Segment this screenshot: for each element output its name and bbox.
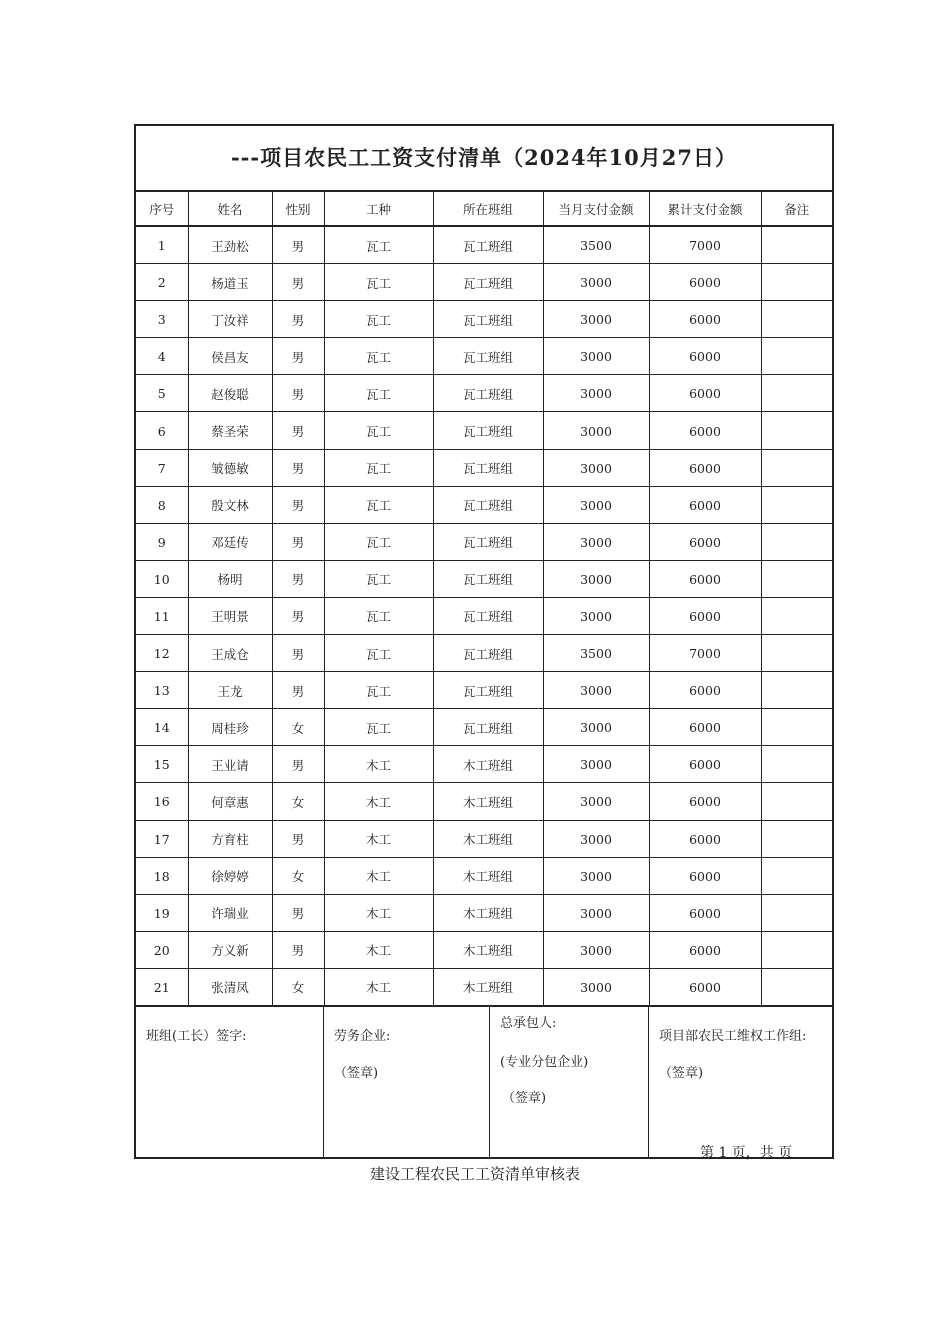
table-cell: [761, 894, 832, 931]
table-cell: [761, 375, 832, 412]
table-row: [136, 412, 832, 449]
table-row: [136, 560, 832, 597]
table-cell: 瓦工班组: [433, 338, 543, 375]
table-cell: 瓦工: [324, 412, 433, 449]
table-cell: 5: [136, 375, 188, 412]
table-cell: 6000: [649, 264, 761, 301]
column-header: 工种: [324, 192, 433, 226]
table-cell: 瓦工班组: [433, 412, 543, 449]
payroll-table: [136, 192, 832, 1007]
table-cell: [761, 264, 832, 301]
table-cell: 木工班组: [433, 820, 543, 857]
table-cell: [761, 857, 832, 894]
table-cell: [761, 226, 832, 264]
table-cell: 王成仓: [188, 635, 272, 672]
table-cell: [761, 968, 832, 1006]
table-cell: 8: [136, 486, 188, 523]
table-cell: [761, 746, 832, 783]
table-cell: 男: [272, 672, 324, 709]
table-cell: 杨明: [188, 560, 272, 597]
rights-group-seal: （签章): [659, 1065, 704, 1081]
table-cell: 木工班组: [433, 894, 543, 931]
table-row: [136, 894, 832, 931]
table-cell: 瓦工: [324, 597, 433, 634]
table-cell: 瓦工: [324, 338, 433, 375]
table-cell: 7: [136, 449, 188, 486]
table-cell: 瓦工: [324, 264, 433, 301]
table-body: [136, 226, 832, 1006]
table-cell: 瓦工班组: [433, 226, 543, 264]
table-cell: 赵俊聪: [188, 375, 272, 412]
table-cell: 男: [272, 820, 324, 857]
table-cell: 木工: [324, 783, 433, 820]
table-cell: 瓦工: [324, 560, 433, 597]
table-cell: 周桂珍: [188, 709, 272, 746]
table-cell: 男: [272, 931, 324, 968]
column-header: 当月支付金额: [543, 192, 649, 226]
table-cell: 3000: [543, 597, 649, 634]
table-cell: 3000: [543, 746, 649, 783]
form-name: 建设工程农民工工资清单审核表: [369, 1165, 580, 1183]
table-row: [136, 486, 832, 523]
table-cell: 男: [272, 635, 324, 672]
table-cell: 瓦工: [324, 449, 433, 486]
table-row: [136, 672, 832, 709]
table-cell: [761, 783, 832, 820]
table-cell: 6000: [649, 375, 761, 412]
table-cell: 3000: [543, 338, 649, 375]
table-cell: 男: [272, 338, 324, 375]
table-cell: 10: [136, 560, 188, 597]
table-cell: 殷文林: [188, 486, 272, 523]
table-row: [136, 449, 832, 486]
table-cell: 丁汝祥: [188, 301, 272, 338]
column-header: 性别: [272, 192, 324, 226]
table-row: [136, 226, 832, 264]
table-cell: 男: [272, 746, 324, 783]
rights-group-label: 项目部农民工维权工作组:: [659, 1028, 807, 1044]
table-row: [136, 264, 832, 301]
table-row: [136, 597, 832, 634]
table-cell: 6000: [649, 560, 761, 597]
table-cell: 王明景: [188, 597, 272, 634]
general-contractor-signature-box: [490, 1007, 649, 1157]
table-cell: 6000: [649, 894, 761, 931]
table-cell: [761, 931, 832, 968]
table-cell: 12: [136, 635, 188, 672]
page-number: 第 1 页，共 页: [700, 1145, 793, 1161]
table-cell: 木工: [324, 820, 433, 857]
table-cell: 瓦工班组: [433, 560, 543, 597]
table-cell: 3000: [543, 264, 649, 301]
table-cell: 瓦工班组: [433, 486, 543, 523]
table-cell: 3500: [543, 226, 649, 264]
table-cell: 木工班组: [433, 857, 543, 894]
table-cell: 3000: [543, 486, 649, 523]
table-cell: 木工班组: [433, 931, 543, 968]
table-cell: 木工: [324, 857, 433, 894]
table-cell: 瓦工班组: [433, 301, 543, 338]
table-cell: 木工: [324, 894, 433, 931]
table-cell: 王业请: [188, 746, 272, 783]
table-cell: 瓦工: [324, 226, 433, 264]
column-header: 姓名: [188, 192, 272, 226]
table-cell: 何章惠: [188, 783, 272, 820]
table-cell: 3000: [543, 375, 649, 412]
column-header: 序号: [136, 192, 188, 226]
labor-company-signature-box: [324, 1007, 490, 1157]
payroll-sheet: [134, 124, 834, 1159]
table-cell: 3000: [543, 560, 649, 597]
table-cell: 4: [136, 338, 188, 375]
table-cell: 3500: [543, 635, 649, 672]
table-cell: 皱德敏: [188, 449, 272, 486]
column-header: 累计支付金额: [649, 192, 761, 226]
table-cell: 2: [136, 264, 188, 301]
table-row: [136, 968, 832, 1006]
general-contractor-label: 总承包人:: [500, 1015, 557, 1031]
table-cell: 男: [272, 486, 324, 523]
table-cell: [761, 449, 832, 486]
table-cell: 瓦工班组: [433, 523, 543, 560]
table-row: [136, 375, 832, 412]
table-row: [136, 783, 832, 820]
table-cell: 木工: [324, 931, 433, 968]
table-cell: 木工: [324, 968, 433, 1006]
table-cell: 6000: [649, 301, 761, 338]
table-cell: 瓦工: [324, 486, 433, 523]
table-cell: 徐婷婷: [188, 857, 272, 894]
table-cell: 6000: [649, 523, 761, 560]
table-cell: [761, 597, 832, 634]
subcontractor-label: (专业分包企业): [500, 1054, 589, 1070]
table-cell: 瓦工: [324, 672, 433, 709]
table-cell: 21: [136, 968, 188, 1006]
document-title: ---项目农民工工资支付清单（2024年10月27日）: [136, 126, 832, 192]
table-cell: 11: [136, 597, 188, 634]
table-cell: 男: [272, 449, 324, 486]
table-cell: 3000: [543, 968, 649, 1006]
table-row: [136, 523, 832, 560]
table-cell: 瓦工班组: [433, 597, 543, 634]
table-cell: 瓦工班组: [433, 449, 543, 486]
general-contractor-seal: （签章): [502, 1090, 547, 1106]
table-cell: 瓦工班组: [433, 375, 543, 412]
table-cell: 6000: [649, 820, 761, 857]
table-cell: 王劲松: [188, 226, 272, 264]
table-cell: [761, 301, 832, 338]
table-cell: [761, 338, 832, 375]
table-cell: 方育柱: [188, 820, 272, 857]
table-cell: 女: [272, 857, 324, 894]
table-cell: 19: [136, 894, 188, 931]
table-cell: 瓦工班组: [433, 709, 543, 746]
table-cell: 6000: [649, 449, 761, 486]
table-cell: 7000: [649, 635, 761, 672]
table-cell: [761, 820, 832, 857]
table-cell: [761, 560, 832, 597]
table-cell: 男: [272, 264, 324, 301]
table-cell: 3000: [543, 709, 649, 746]
table-cell: 男: [272, 301, 324, 338]
table-cell: 木工: [324, 746, 433, 783]
table-cell: 3000: [543, 931, 649, 968]
table-cell: 6000: [649, 746, 761, 783]
table-cell: 男: [272, 560, 324, 597]
table-cell: 3000: [543, 783, 649, 820]
table-cell: 3000: [543, 894, 649, 931]
table-cell: 蔡圣荣: [188, 412, 272, 449]
table-cell: 杨道玉: [188, 264, 272, 301]
column-header: 备注: [761, 192, 832, 226]
table-cell: 男: [272, 375, 324, 412]
labor-company-label: 劳务企业:: [334, 1028, 391, 1044]
table-cell: [761, 672, 832, 709]
table-row: [136, 635, 832, 672]
table-cell: 20: [136, 931, 188, 968]
table-row: [136, 301, 832, 338]
table-cell: 瓦工: [324, 709, 433, 746]
table-row: [136, 820, 832, 857]
table-cell: 王龙: [188, 672, 272, 709]
table-row: [136, 931, 832, 968]
table-cell: 18: [136, 857, 188, 894]
table-cell: [761, 635, 832, 672]
table-cell: 6000: [649, 783, 761, 820]
table-cell: 女: [272, 783, 324, 820]
table-cell: 瓦工: [324, 635, 433, 672]
table-cell: 木工班组: [433, 783, 543, 820]
table-cell: 3000: [543, 523, 649, 560]
table-cell: 3: [136, 301, 188, 338]
table-cell: 6000: [649, 857, 761, 894]
table-cell: 男: [272, 523, 324, 560]
table-cell: [761, 523, 832, 560]
column-header: 所在班组: [433, 192, 543, 226]
labor-company-seal: （签章): [334, 1065, 379, 1081]
table-cell: 3000: [543, 449, 649, 486]
table-cell: 男: [272, 894, 324, 931]
team-leader-label: 班组(工长）签字:: [146, 1028, 247, 1044]
table-cell: 男: [272, 412, 324, 449]
table-cell: 17: [136, 820, 188, 857]
table-cell: 3000: [543, 672, 649, 709]
table-row: [136, 857, 832, 894]
rights-group-signature-box: [649, 1007, 832, 1157]
table-cell: 3000: [543, 857, 649, 894]
table-header-row: [136, 192, 832, 226]
table-cell: 16: [136, 783, 188, 820]
table-cell: 女: [272, 968, 324, 1006]
table-cell: [761, 412, 832, 449]
table-cell: 6: [136, 412, 188, 449]
table-cell: 3000: [543, 820, 649, 857]
table-cell: 1: [136, 226, 188, 264]
table-cell: 6000: [649, 486, 761, 523]
table-cell: 14: [136, 709, 188, 746]
table-cell: 瓦工班组: [433, 635, 543, 672]
table-cell: 15: [136, 746, 188, 783]
table-row: [136, 746, 832, 783]
table-cell: 7000: [649, 226, 761, 264]
table-cell: 6000: [649, 672, 761, 709]
table-cell: 瓦工: [324, 375, 433, 412]
signature-section: [136, 1007, 832, 1157]
table-cell: 瓦工: [324, 301, 433, 338]
table-row: [136, 709, 832, 746]
table-cell: 瓦工班组: [433, 672, 543, 709]
table-cell: 张清凤: [188, 968, 272, 1006]
table-cell: 3000: [543, 301, 649, 338]
table-cell: 6000: [649, 968, 761, 1006]
table-cell: 男: [272, 597, 324, 634]
table-cell: 瓦工: [324, 523, 433, 560]
table-cell: 6000: [649, 338, 761, 375]
table-cell: 6000: [649, 709, 761, 746]
table-cell: 6000: [649, 412, 761, 449]
table-cell: 9: [136, 523, 188, 560]
table-cell: [761, 709, 832, 746]
table-cell: 方义新: [188, 931, 272, 968]
table-cell: 6000: [649, 931, 761, 968]
table-cell: [761, 486, 832, 523]
table-cell: 木工班组: [433, 968, 543, 1006]
team-leader-signature-box: [136, 1007, 324, 1157]
table-cell: 邓廷传: [188, 523, 272, 560]
table-cell: 女: [272, 709, 324, 746]
table-cell: 侯昌友: [188, 338, 272, 375]
table-cell: 瓦工班组: [433, 264, 543, 301]
table-cell: 男: [272, 226, 324, 264]
table-cell: 木工班组: [433, 746, 543, 783]
table-cell: 3000: [543, 412, 649, 449]
table-cell: 许瑞业: [188, 894, 272, 931]
table-cell: 13: [136, 672, 188, 709]
table-cell: 6000: [649, 597, 761, 634]
table-row: [136, 338, 832, 375]
